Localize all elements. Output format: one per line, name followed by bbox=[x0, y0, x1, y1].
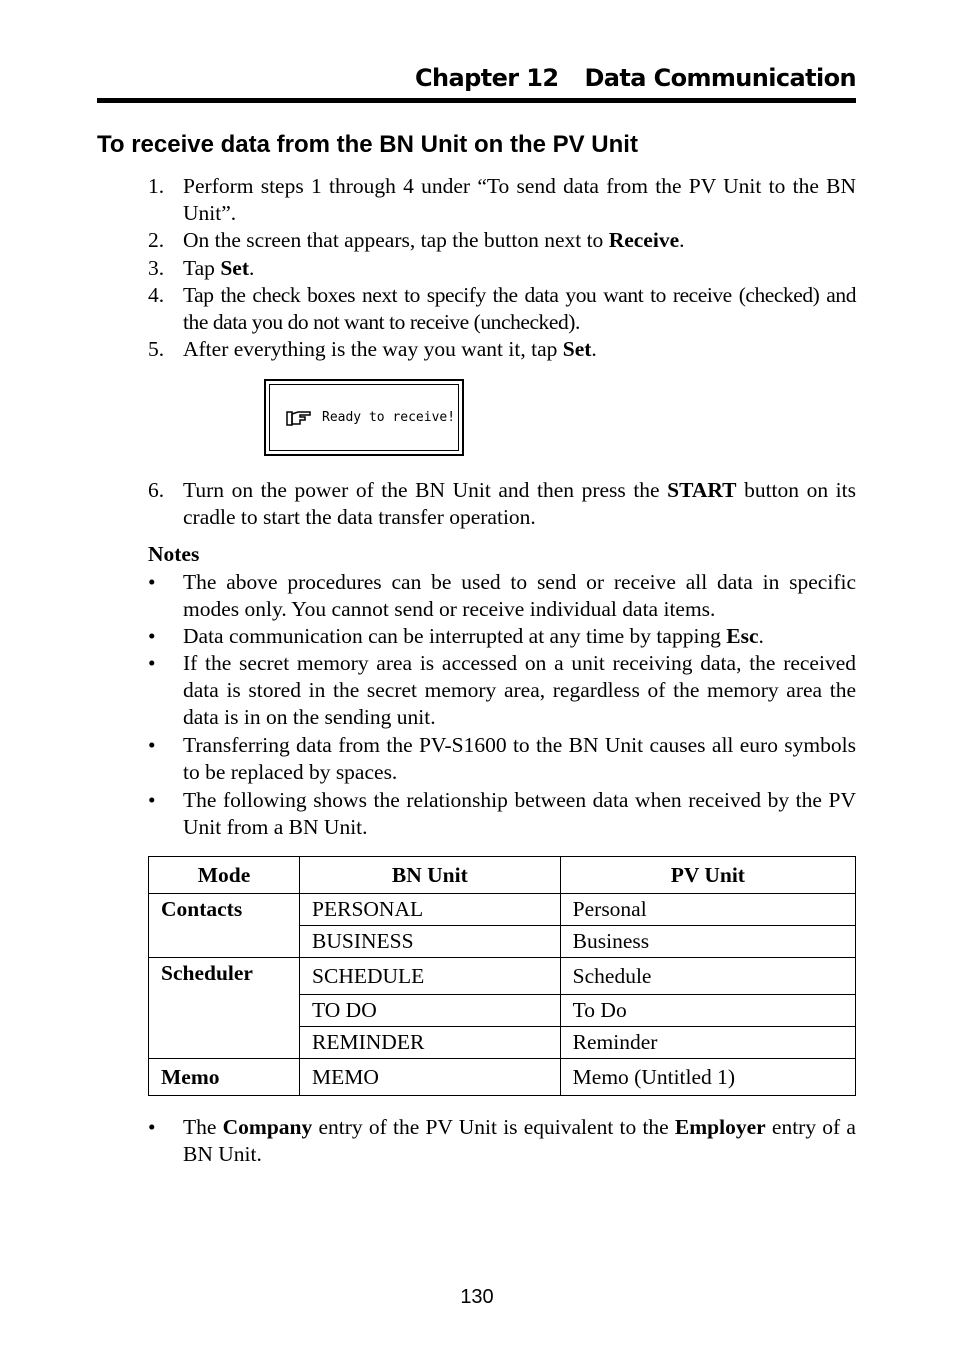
step-text: Tap Set. bbox=[183, 256, 255, 280]
step-item bbox=[148, 477, 856, 531]
ready-message-dialog bbox=[264, 379, 464, 456]
bullet-marker: • bbox=[148, 570, 156, 594]
step-number: 3. bbox=[148, 256, 165, 280]
bullet-marker: • bbox=[148, 1115, 156, 1139]
notes-heading: Notes bbox=[148, 542, 200, 566]
note-text: If the secret memory area is accessed on a unit receiving data, the received data is stored in the secret memory area, regardless of the memory area the data is in on the sending unit. bbox=[183, 651, 856, 730]
step-text: Perform steps 1 through 4 under “To send data from the PV Unit to the BN Unit”. bbox=[183, 174, 856, 226]
note-text: The following shows the relationship between data when received by the PV Unit from a BN Unit. bbox=[183, 788, 856, 840]
pv-unit-cell: Schedule bbox=[560, 958, 855, 995]
step-item bbox=[148, 255, 856, 282]
page-number: 130 bbox=[460, 1286, 494, 1308]
note-text: Transferring data from the PV-S1600 to the BN Unit causes all euro symbols to be replaced by spaces. bbox=[183, 733, 856, 785]
step-text: Turn on the power of the BN Unit and then press the START button on its cradle to start the data transfer operation. bbox=[183, 478, 856, 530]
step-item bbox=[148, 227, 856, 254]
step-text: After everything is the way you want it, tap Set. bbox=[183, 337, 597, 361]
bullet-marker: • bbox=[148, 733, 156, 757]
pv-unit-cell: Business bbox=[560, 926, 855, 958]
table-header-mode: Mode bbox=[149, 857, 300, 894]
note-item bbox=[148, 623, 856, 650]
bn-unit-cell: REMINDER bbox=[300, 1027, 561, 1059]
bn-unit-cell: TO DO bbox=[300, 995, 561, 1027]
bn-unit-cell: BUSINESS bbox=[300, 926, 561, 958]
pv-unit-cell: Memo (Untitled 1) bbox=[560, 1059, 855, 1096]
mode-cell: Contacts bbox=[149, 894, 300, 958]
bullet-marker: • bbox=[148, 788, 156, 812]
table-row bbox=[149, 958, 856, 995]
step-text: Tap the check boxes next to specify the data you want to receive (checked) and the data you do not want to receive (unchecked). bbox=[183, 283, 856, 335]
step-item bbox=[148, 336, 856, 363]
table-header-pv-unit: PV Unit bbox=[560, 857, 855, 894]
chapter-number: Chapter 12 bbox=[415, 64, 559, 92]
note-text: The Company entry of the PV Unit is equivalent to the Employer entry of a BN Unit. bbox=[183, 1115, 856, 1167]
bn-unit-cell: SCHEDULE bbox=[300, 958, 561, 995]
note-item bbox=[148, 569, 856, 623]
pv-unit-cell: Reminder bbox=[560, 1027, 855, 1059]
note-item bbox=[148, 650, 856, 732]
step-number: 5. bbox=[148, 337, 165, 361]
section-title: To receive data from the BN Unit on the PV Unit bbox=[97, 131, 638, 158]
note-item bbox=[148, 732, 856, 786]
step-item bbox=[148, 173, 856, 227]
step-text: On the screen that appears, tap the button next to Receive. bbox=[183, 228, 685, 252]
bullet-marker: • bbox=[148, 624, 156, 648]
bn-unit-cell: MEMO bbox=[300, 1059, 561, 1096]
note-item bbox=[148, 787, 856, 841]
note-text: Data communication can be interrupted at any time by tapping Esc. bbox=[183, 624, 764, 648]
ready-message-text: Ready to receive! bbox=[322, 410, 456, 425]
chapter-title: Data Communication bbox=[584, 64, 856, 92]
step-number: 2. bbox=[148, 228, 165, 252]
pv-unit-cell: To Do bbox=[560, 995, 855, 1027]
note-item bbox=[148, 1114, 856, 1168]
mode-cell: Scheduler bbox=[149, 958, 300, 1059]
table-header-row bbox=[149, 857, 856, 894]
step-item bbox=[148, 282, 856, 336]
step-number: 1. bbox=[148, 174, 165, 198]
step-number: 4. bbox=[148, 283, 165, 307]
pv-unit-cell: Personal bbox=[560, 894, 855, 926]
mode-mapping-table bbox=[148, 856, 856, 1096]
chapter-header bbox=[97, 58, 856, 103]
bn-unit-cell: PERSONAL bbox=[300, 894, 561, 926]
table-row bbox=[149, 894, 856, 926]
bullet-marker: • bbox=[148, 651, 156, 675]
note-text: The above procedures can be used to send or receive all data in specific modes only. You cannot send or receive individual data items. bbox=[183, 570, 856, 622]
table-header-bn-unit: BN Unit bbox=[300, 857, 561, 894]
pointing-hand-icon bbox=[286, 409, 312, 427]
step-number: 6. bbox=[148, 478, 165, 502]
table-row bbox=[149, 1059, 856, 1096]
mode-cell: Memo bbox=[149, 1059, 300, 1096]
